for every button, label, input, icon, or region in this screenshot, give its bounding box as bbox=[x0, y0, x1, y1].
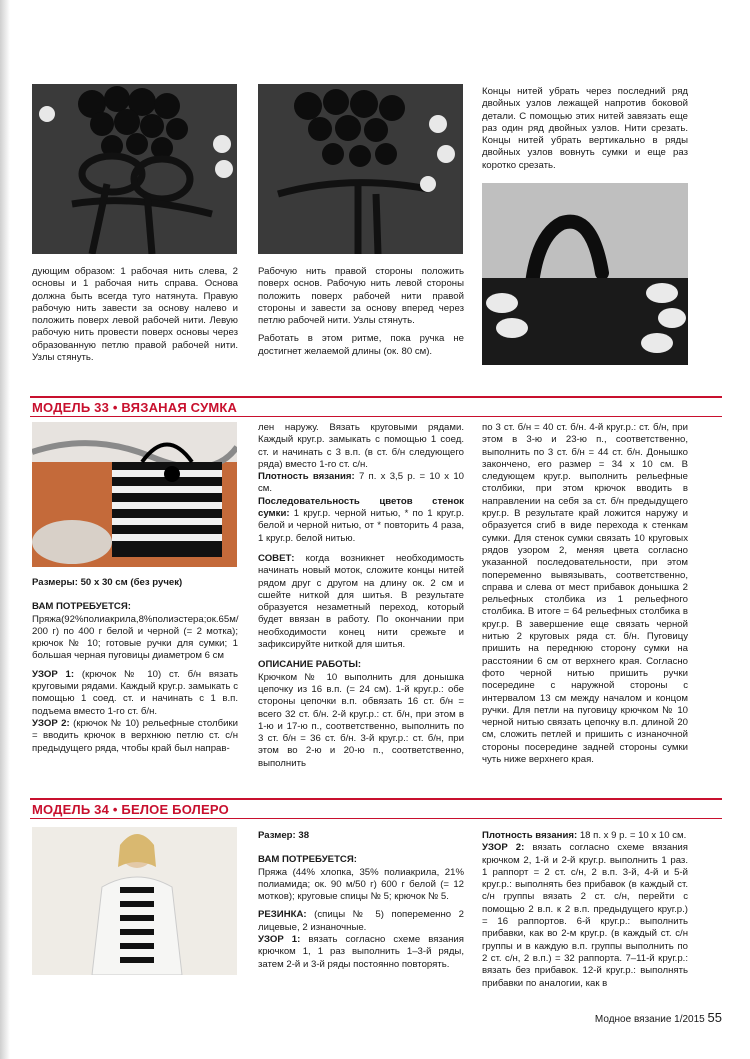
model33-heading-bar bbox=[30, 396, 722, 418]
top-text-col3: Концы нитей убрать через последний ряд двойных узлов лежащей напротив боковой детали. С помощью этих нитей завязать еще раз один ряд двойных узлов. Нити срезать. Концы нитей убрать вертикально в ряды двойных узлов вовнуть сумки и еще раз коротко срезать. bbox=[482, 86, 688, 171]
bag-photo bbox=[32, 422, 237, 567]
model34-col2: Размер: 38 ВАМ ПОТРЕБУЕТСЯ: Пряжа (44% хлопка, 35% полиакрила, 21% полиамида; ок. 90 м/50 г) 600 г белой (= 12 мотков); круговые спицы № 5; крючок № 5. РЕЗИНКА: (спицы № 5) попеременно 2 лицевые, 2 изнаночные. УЗОР 1: вязать согласно схеме вязания крючком 1, 1 раз выполнить 1–3-й ряды, затем 2-й и 3-й ряды постоянно повторять. bbox=[258, 830, 464, 970]
top-text-col1: дующим образом: 1 рабочая нить слева, 2 основы и 1 рабочая нить справа. Основа должна быть всегда туго натянута. Правую рабочую нить завести за основу налево и положить поверх левой рабочей нити. Левую рабочую нить провести поверх основы через образованную петлю правой рабочей нити. Узлы стянуть. bbox=[32, 266, 238, 364]
model34-size: Размер: 38 bbox=[258, 830, 310, 841]
model34-col3: Плотность вязания: 18 п. x 9 р. = 10 x 10 см. УЗОР 2: вязать согласно схеме вязания крючком 2, 1-й и 2-й круг.р. выполнить 1 раз. 1 раппорт = 2 ст. с/н, 2 в.п. 3-й, 4-й и 5-й круг.р.: выполнять без прибавок (в каждый ст. с/н группы вязать 2 ст. с/н, перейти с помощью 2 в.п. к 2 в.п. предыдущего круг.р.) = 16 раппортов. 6-й круг.р.: выполнить прибавки, как во 2-м круг.р. (в каждый ст. с/н группы и в каждую в.п. группы выполнить по 2 ст. с/н, 2 в.п.) = 32 раппорта. 7–11-й круг.р.: вязать без прибавок. 12-й круг.р.: выполнять прибавки по аналогии, как в bbox=[482, 830, 688, 989]
model33-heading: МОДЕЛЬ 33 • ВЯЗАНАЯ СУМКА bbox=[32, 400, 238, 415]
page-number: 55 bbox=[707, 1010, 722, 1025]
model33-size: Размеры: 50 x 30 см (без ручек) bbox=[32, 577, 183, 588]
page-fold-shadow bbox=[0, 0, 10, 1059]
top-text-col2: Рабочую нить правой стороны положить поверх основ. Рабочую нить левой стороны положить поверх рабочей нити правой стороны и завести за основу вперед через петлю рабочей нити. Узлы стянуть. Работать в этом ритме, пока ручка не достигнет желаемой длины (ок. 80 см). bbox=[258, 266, 464, 357]
model33-col1: Размеры: 50 x 30 см (без ручек) ВАМ ПОТРЕБУЕТСЯ: Пряжа(92%полиакрила,8%полиэстера;ок.65м/ 200 г) по 400 г белой и черной (= 2 мотка); крючок № 10; готовые ручки для сумки; 1 большая черная пуговицы диаметром 6 см УЗОР 1: (крючок № 10) ст. б/н вязать круговыми рядами. Каждый круг.р. замыкать с помощью 1 соед. ст. и начинать с 1 в.п. подъема вместо 1-го ст. б/н. УЗОР 2: (крючок № 10) рельефные столбики = вводить крючок в верхнюю петлю ст. с/н предыдущего ряда, чтобы край был направ- bbox=[32, 577, 239, 754]
model34-rule bbox=[30, 818, 722, 819]
knot-photo-2 bbox=[258, 84, 463, 254]
page-footer bbox=[595, 1010, 722, 1025]
handle-photo bbox=[482, 183, 688, 365]
bolero-photo bbox=[32, 827, 237, 975]
model33-rule bbox=[30, 416, 722, 417]
knot-photo-1 bbox=[32, 84, 237, 254]
model33-col2: лен наружу. Вязать круговыми рядами. Каждый круг.р. замыкать с помощью 1 соед. ст. и начинать с 3 в.п. (в ст. б/н следующего ряда) вместо 1-го ст. с/н. Плотность вязания: 7 п. x 3,5 р. = 10 x 10 см. Последовательность цветов стенок сумки: 1 круг.р. черной нитью, * по 1 круг.р. белой и черной нитью, от * повторить 4 раза, 1 круг.р. белой нитью. СОВЕТ: когда возникнет необходимость начинать новый моток, сложите концы нитей рядом друг с другом на длину ок. 2 см и сшейте ниткой для шитья. В результате образуется незаметный переход, который будет ввязан в работу. По окончании при необходимости конец нити срежьте и зафиксируйте ниткой для шитья. ОПИСАНИЕ РАБОТЫ: Крючком № 10 выполнить для донышка цепочку из 16 в.п. (= 24 см). 1-й круг.р.: обе стороны цепочки в.п. обвязать 16 ст. б/н = всего 32 ст. б/н. 2-й круг.р.: ст. б/н, при этом в 1-ю и 17-ю п., соответственно, выполнить по 3 ст. б/н = 36 ст. б/н. 3-й круг.р.: ст. б/н, при этом во 2-ю и 20-ю п., соответственно, выполнить bbox=[258, 422, 464, 769]
model33-col3: по 3 ст. б/н = 40 ст. б/н. 4-й круг.р.: ст. б/н, при этом в 3-ю и 23-ю п., соответственно, выполнить по 3 ст. б/н = 44 ст. б/н. Донышко закончено, его размер = 34 x 10 см. В следующем круг.р. выполнить рельефные столбики, при этом крючок вводить в направлении на себя за ст. б/н предыдущего круг.р. В результате край ложится наружу и образуется сгиб в виде перехода к стенкам сумки. Для стенок сумки связать 10 круговых рядов узором 2, меняя цвета согласно указанной последовательности, при этом попеременно вывязывать, соответственно, справа и слева от мест прибавок донышка 2 рельефных столбика из 1 рельефного столбика. В итоге = 64 рельефных столбика в круг.р. В завершение еще связать черной нитью 2 круговых ряда ст. б/н. Пуговицу пришить на переднюю сторону сумки на расстоянии 6 см от верхнего края. Согласно фото черной нитью пришить ручки посередине с наружной стороны с интервалом 13 см между началом и концом ручки. Для петли на пуговицу крючком № 10 черной нитью связать цепочку в.п. длиной 20 см, сложить петлей и пришить с изнаночной стороны посередине задней стороны сумки чуть ниже верхнего края. bbox=[482, 422, 688, 766]
model34-heading-bar bbox=[30, 798, 722, 820]
model34-heading: МОДЕЛЬ 34 • БЕЛОЕ БОЛЕРО bbox=[32, 802, 229, 817]
magazine-name: Модное вязание 1/2015 bbox=[594, 1014, 705, 1025]
